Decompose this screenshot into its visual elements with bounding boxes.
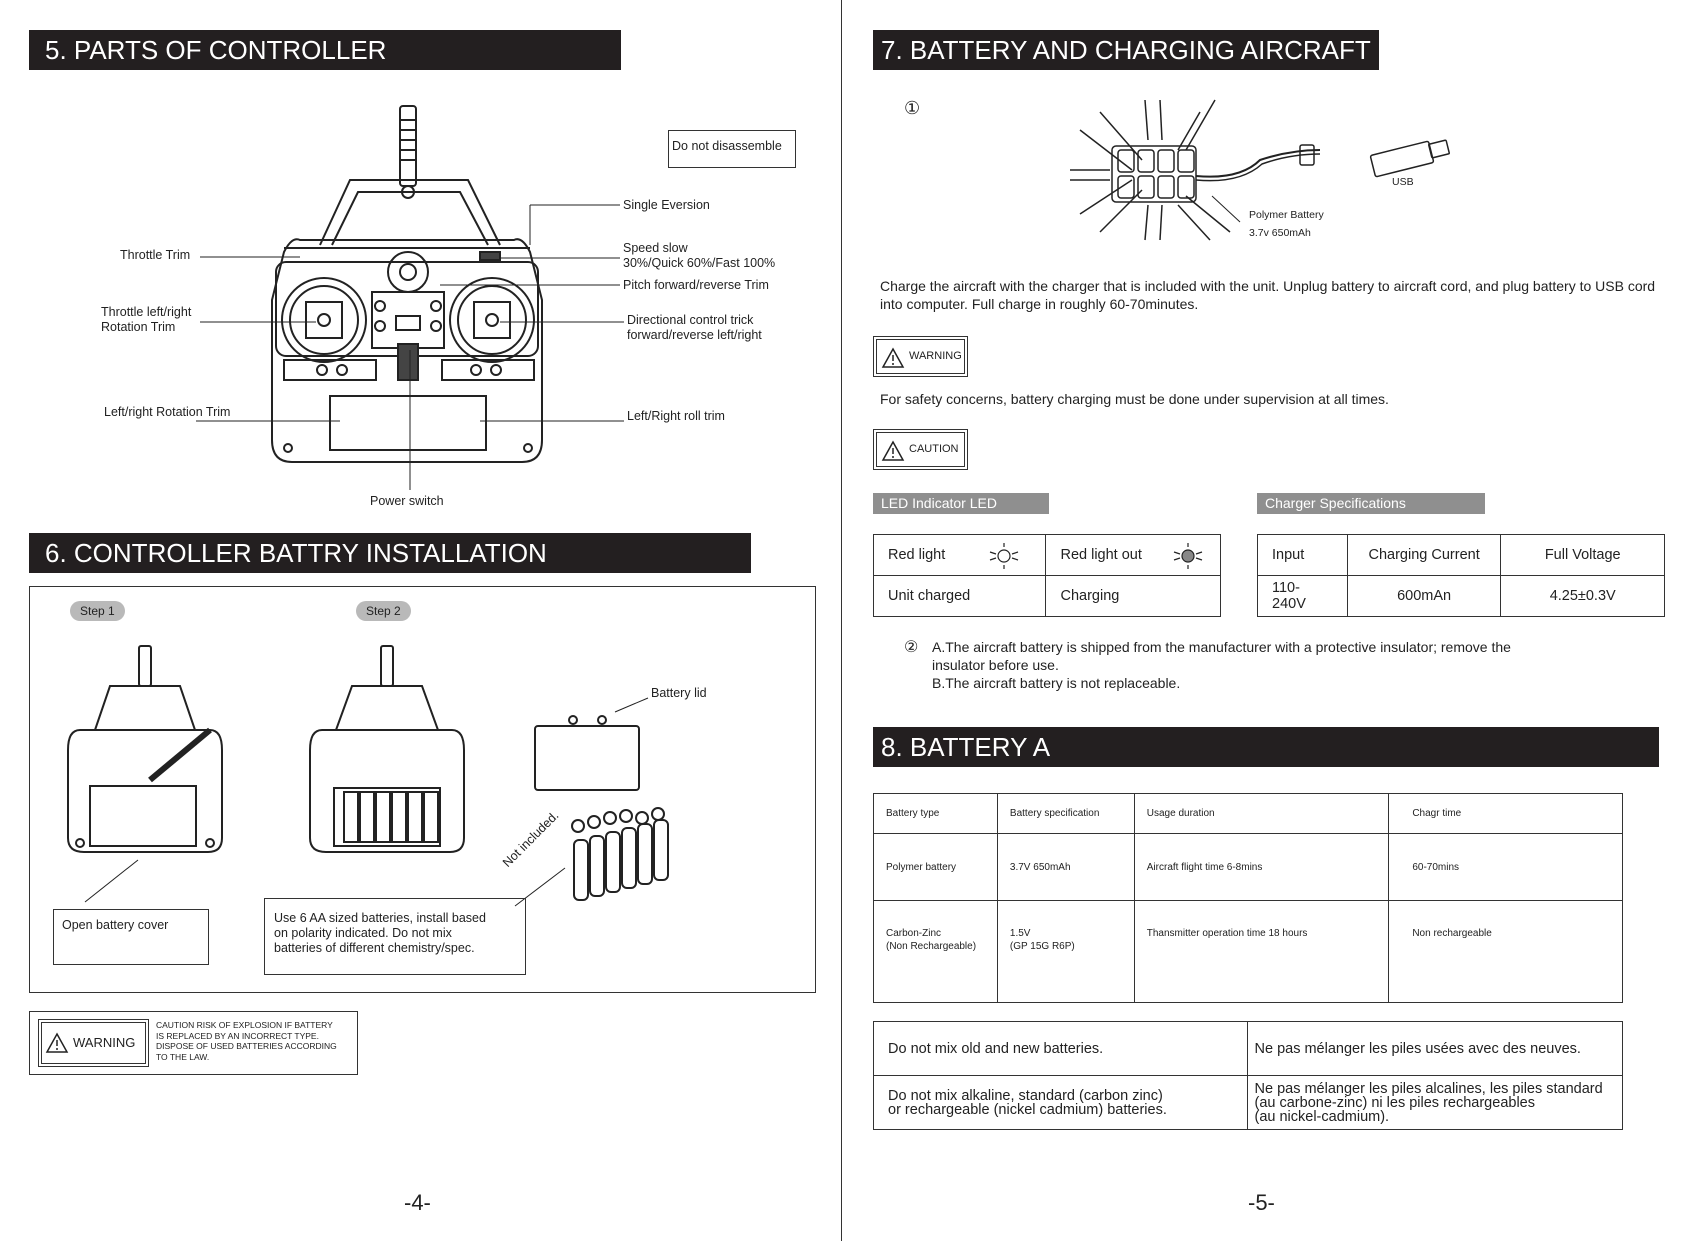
explosion-warning-text: CAUTION RISK OF EXPLOSION IF BATTERY IS REPLACED BY AN INCORRECT TYPE. DISPOSE OF USED BATTERIES ACCORDING TO THE LAW. [156,1020,337,1062]
warning-triangle-icon [46,1033,68,1053]
charge-instructions: Charge the aircraft with the charger that is included with the unit. Unplug battery to aircraft cord, and plug battery to USB cord into computer. Full charge in roughly 60-70minutes. [880,278,1656,312]
mix-r2-en: Do not mix alkaline, standard (carbon zinc) or rechargeable (nickel cadmium) batteries. [874,1076,1248,1130]
section-6-title: 6. CONTROLLER BATTRY INSTALLATION [29,533,751,573]
safety-text: For safety concerns, battery charging must be done under supervision at all times. [880,391,1389,407]
label-lr-rotation-trim: Left/right Rotation Trim [104,405,231,419]
warning-label: WARNING [73,1035,136,1050]
bat-header-charge-time: Chagr time [1389,794,1623,834]
led-unit-charged: Unit charged [874,576,1046,617]
warning-triangle-icon [882,348,904,368]
step-marker-1: ① [904,98,921,118]
mix-r1-en: Do not mix old and new batteries. [874,1022,1248,1076]
aa-instructions-box [264,898,526,975]
aircraft-battery-illustration [0,0,1683,260]
bat-r1-usage: Aircraft flight time 6-8mins [1134,834,1389,901]
warning-badge-charging [873,336,968,377]
caution-triangle-icon [882,441,904,461]
bat-header-type: Battery type [874,794,998,834]
bat-header-usage: Usage duration [1134,794,1389,834]
warning-badge [38,1019,149,1067]
charger-value-current: 600mAn [1347,576,1501,617]
charger-value-input: 110-240V [1258,576,1348,617]
charger-value-voltage: 4.25±0.3V [1501,576,1665,617]
led-indicator-title: LED Indicator LED [873,493,1049,514]
label-lr-roll-trim: Left/Right roll trim [627,409,725,423]
page-number-right: -5- [1248,1190,1275,1215]
charger-header-voltage: Full Voltage [1501,535,1665,576]
section-8-title: 8. BATTERY A [873,727,1659,767]
table-row [874,834,1623,901]
led-on-icon [986,541,1022,571]
step-1-badge: Step 1 [70,601,125,621]
charger-spec-table [1257,534,1665,617]
bat-r2-charge-time: Non rechargeable [1389,901,1623,1003]
charger-header-current: Charging Current [1347,535,1501,576]
charger-spec-title: Charger Specifications [1257,493,1485,514]
label-directional-stick: Directional control trick forward/reverse left/right [627,313,762,342]
explosion-warning-panel [29,1011,358,1075]
bat-r1-charge-time: 60-70mins [1389,834,1623,901]
bat-r2-usage: Thansmitter operation time 18 hours [1134,901,1389,1003]
led-off-icon [1170,541,1206,571]
caution-label: CAUTION [909,443,959,455]
section-5-title: 5. PARTS OF CONTROLLER [29,30,621,70]
led-charging: Charging [1046,576,1221,617]
note-b: B.The aircraft battery is not replaceable. [932,675,1181,691]
label-polymer-spec: 3.7v 650mAh [1249,227,1311,239]
mix-r1-fr: Ne pas mélanger les piles usées avec des neuves. [1247,1022,1623,1076]
note-a: A.The aircraft battery is shipped from the manufacturer with a protective insulator; remove the [932,639,1511,655]
label-speed-slow: Speed slow 30%/Quick 60%/Fast 100% [623,241,776,270]
label-pitch-trim: Pitch forward/reverse Trim [623,278,769,292]
label-power-switch: Power switch [370,494,444,508]
battery-mix-warning-table [873,1021,1623,1130]
aa-instructions-text: Use 6 AA sized batteries, install based on polarity indicated. Do not mix batteries of different chemistry/spec. [274,911,486,955]
open-battery-cover-label: Open battery cover [62,918,169,932]
page-number-left: -4- [404,1190,431,1215]
label-not-included: Not included. [500,808,562,870]
label-throttle-trim: Throttle Trim [120,248,191,262]
section-7-title: 7. BATTERY AND CHARGING AIRCRAFT [873,30,1379,70]
do-not-disassemble-label: Do not disassemble [672,139,782,153]
table-row [874,901,1623,1003]
label-battery-lid: Battery lid [651,686,707,700]
led-red-light-label: Red light [888,547,946,563]
battery-spec-table [873,793,1623,1003]
step-2-badge: Step 2 [356,601,411,621]
note-a-continued: insulator before use. [932,657,1059,673]
bat-r2-type: Carbon-Zinc (Non Rechargeable) [874,901,998,1003]
led-cell-red-light-out [1046,535,1221,576]
label-usb: USB [1392,176,1414,188]
bat-r1-spec: 3.7V 650mAh [997,834,1134,901]
led-red-light-out-label: Red light out [1060,547,1142,563]
open-battery-cover-box [53,909,209,965]
bat-header-spec: Battery specification [997,794,1134,834]
charger-header-input: Input [1258,535,1348,576]
label-single-eversion: Single Eversion [623,198,710,212]
mix-r2-fr: Ne pas mélanger les piles alcalines, les piles standard (au carbone-zinc) ni les piles rechargeables (au nickel-cadmium). [1247,1076,1623,1130]
table-row [874,1076,1623,1130]
label-throttle-lr-rotation-trim: Throttle left/right Rotation Trim [101,305,192,334]
table-row [874,1022,1623,1076]
led-cell-red-light [874,535,1046,576]
warning-label-charging: WARNING [909,350,962,362]
step-marker-2: ② [904,639,919,656]
label-polymer-battery: Polymer Battery [1249,209,1324,221]
caution-badge [873,429,968,470]
bat-r1-type: Polymer battery [874,834,998,901]
led-indicator-table [873,534,1221,617]
bat-r2-spec: 1.5V (GP 15G R6P) [997,901,1134,1003]
